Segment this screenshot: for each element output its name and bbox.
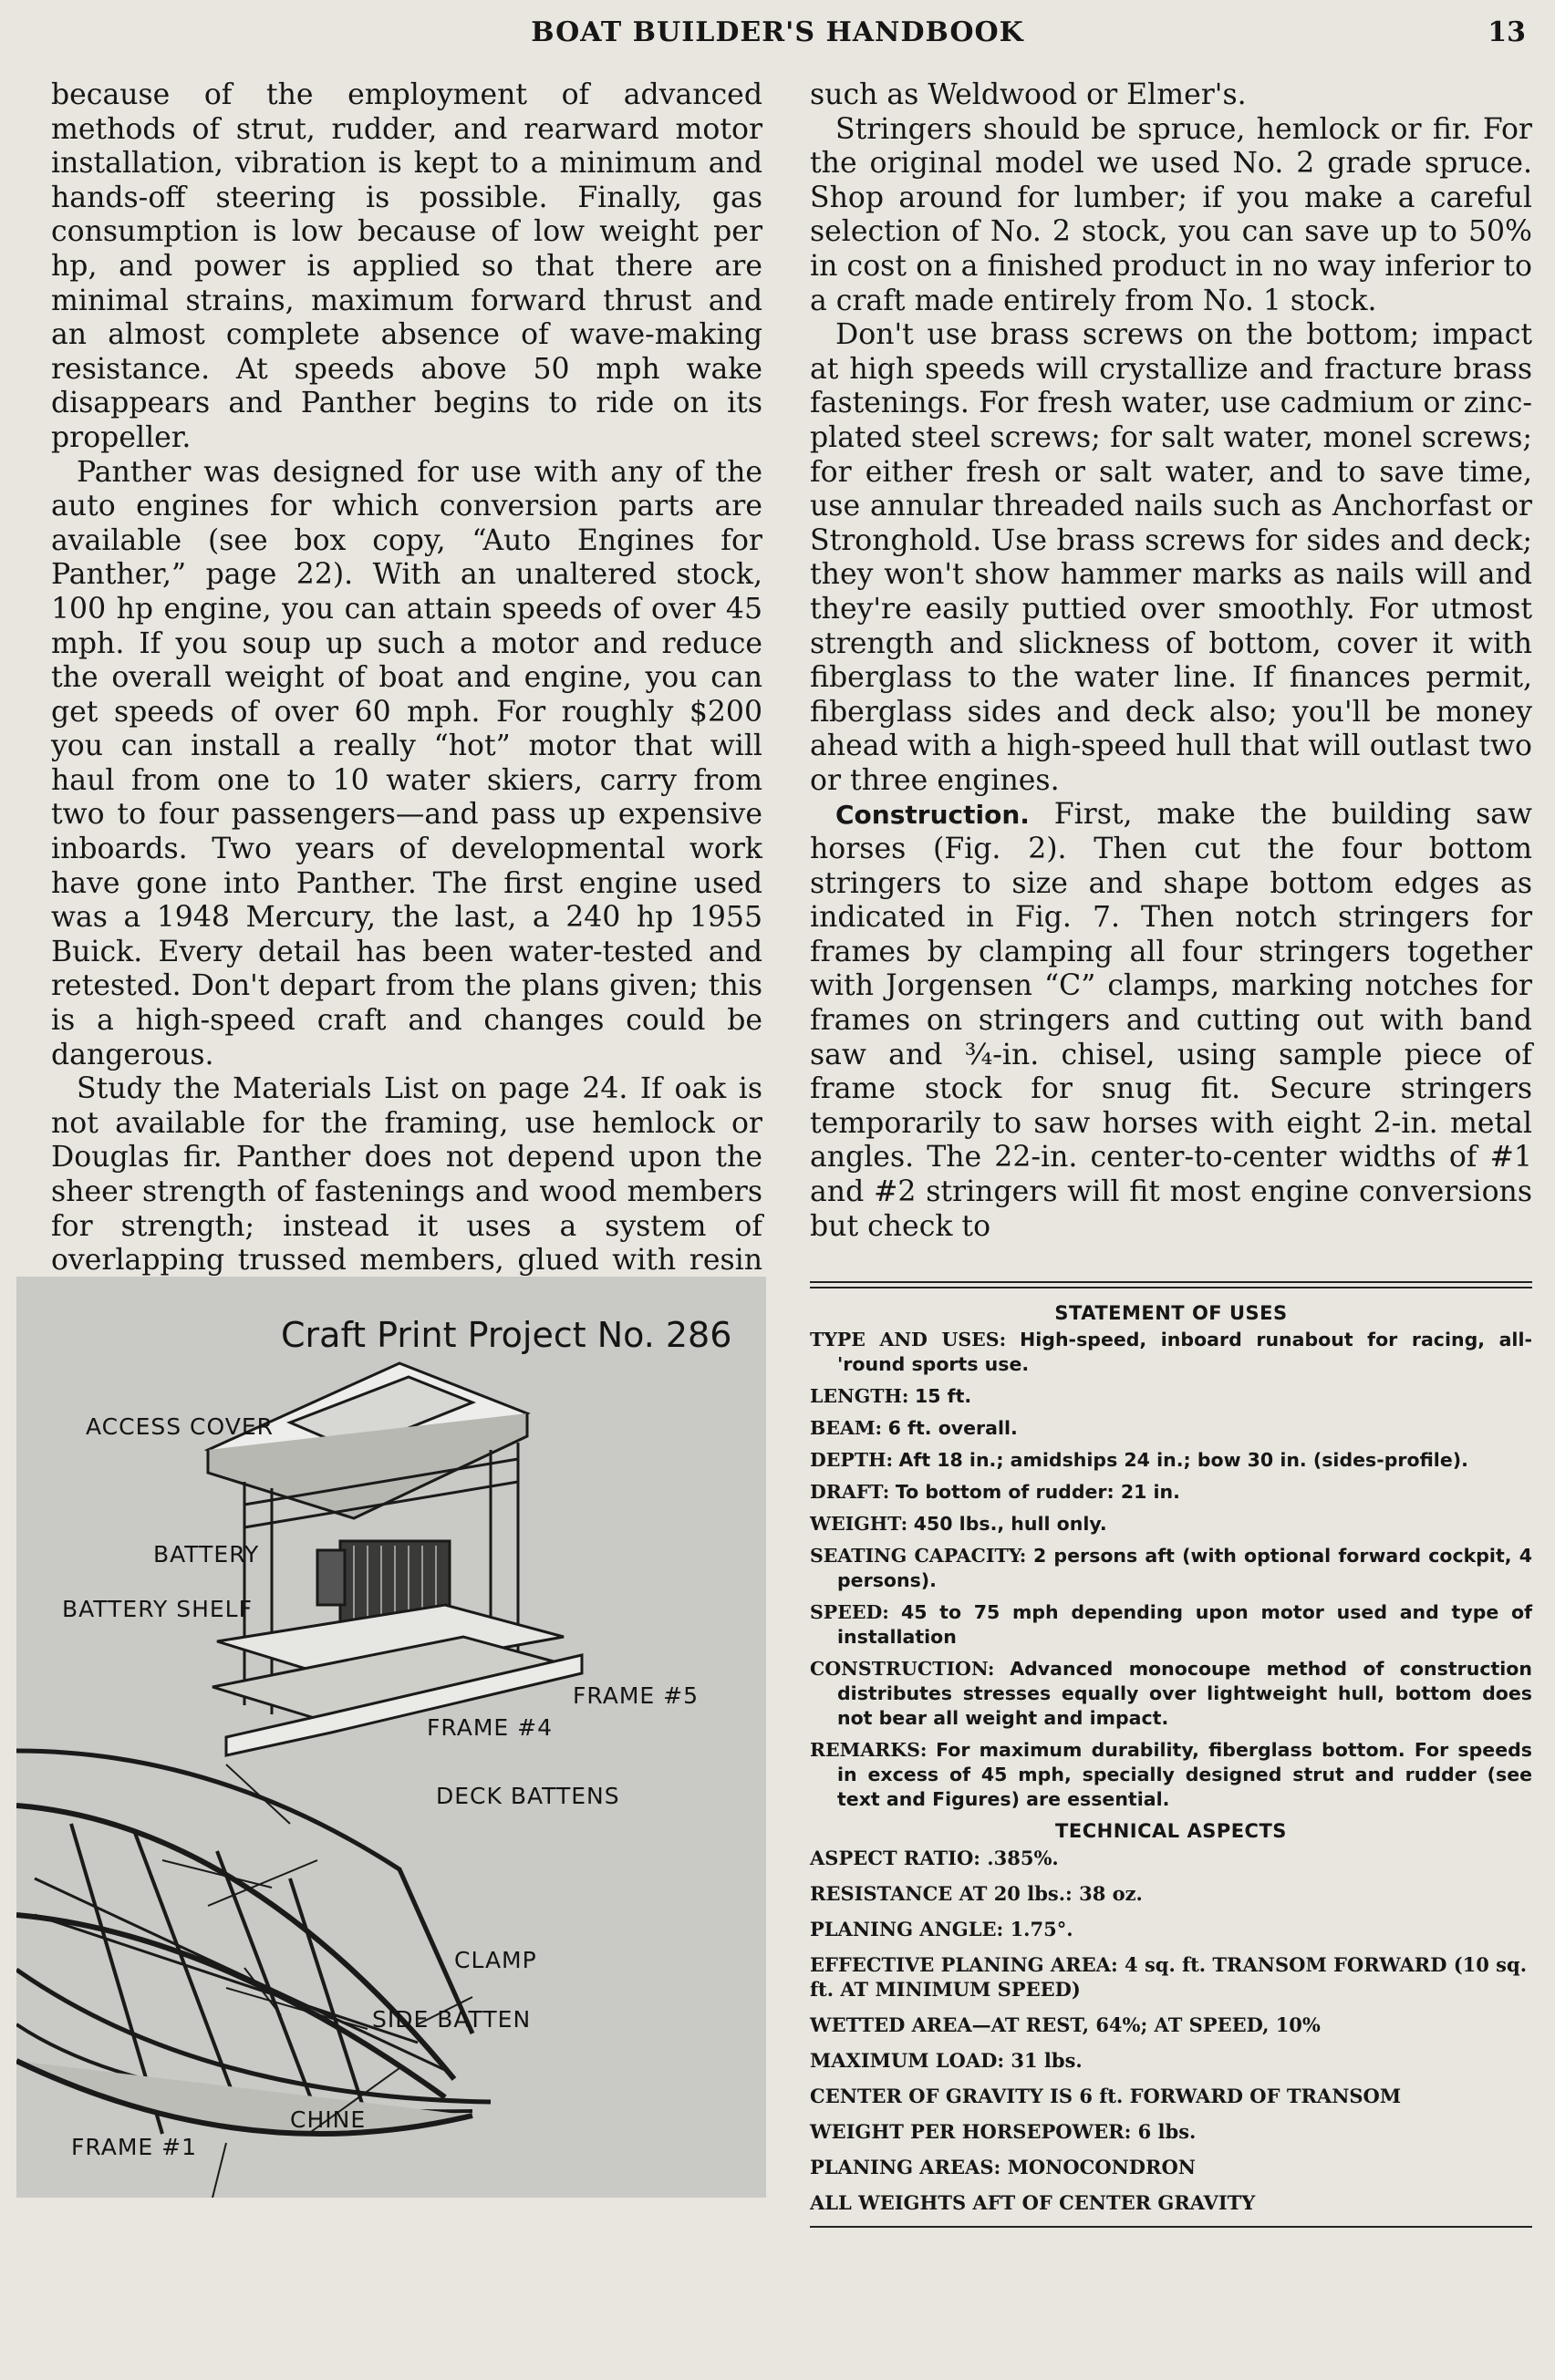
- entry-key: CONSTRUCTION:: [810, 1658, 995, 1680]
- label-deck-battens: DECK BATTENS: [436, 1783, 620, 1809]
- statement-entry: [810, 1657, 1532, 1731]
- entry-key: SEATING CAPACITY:: [810, 1545, 1027, 1567]
- label-frame-5: FRAME #5: [573, 1682, 700, 1709]
- paragraph: such as Weldwood or Elmer's.: [810, 78, 1247, 111]
- paragraph: Stringers should be spruce, hemlock or fir. For the original model we used No. 2 grade spruce. Shop around for lumber; if you make a careful selection of No. 2 stock, you can save up to 50% in cost on a finished product in no way inferior to a craft made entirely from No. 1 stock.: [810, 112, 1532, 317]
- entry-value: 450 lbs., hull only.: [913, 1513, 1107, 1535]
- technical-line: RESISTANCE AT 20 lbs.: 38 oz.: [810, 1882, 1143, 1905]
- entry-value: Aft 18 in.; amidships 24 in.; bow 30 in. (sides-profile).: [898, 1449, 1468, 1471]
- paragraph: Panther was designed for use with any of the auto engines for which conversion parts are available (see box copy, “Auto Engines for Panther,” page 22). With an unaltered stock, 100 hp engine, you can attain speeds of over 45 mph. If you soup up such a motor and reduce the overall weight of boat and engine, you can get speeds of over 60 mph. For roughly $200 you can install a really “hot” motor that will haul from one to 10 water skiers, carry from two to four passengers—and pass up expensive inboards. Two years of developmental work have gone into Panther. The first engine used was a 1948 Mercury, the last, a 240 hp 1955 Buick. Every detail has been water-tested and retested. Don't depart from the plans given; this is a high-speed craft and changes could be dangerous.: [51, 455, 762, 1071]
- technical-line: PLANING AREAS: MONOCONDRON: [810, 2156, 1196, 2178]
- technical-line: MAXIMUM LOAD: 31 lbs.: [810, 2049, 1083, 2072]
- technical-line: CENTER OF GRAVITY IS 6 ft. FORWARD OF TRANSOM: [810, 2085, 1402, 2107]
- left-text-column: [51, 78, 762, 1312]
- running-title: BOAT BUILDER'S HANDBOOK: [531, 16, 1024, 48]
- technical-line: WEIGHT PER HORSEPOWER: 6 lbs.: [810, 2120, 1197, 2143]
- statement-entry: [810, 1544, 1532, 1593]
- construction-heading: Construction.: [835, 800, 1030, 831]
- top-rule: [810, 1281, 1532, 1283]
- statement-entry: [810, 1512, 1532, 1537]
- entry-value: 15 ft.: [915, 1385, 972, 1407]
- entry-key: TYPE AND USES:: [810, 1329, 1007, 1350]
- entry-value: To bottom of rudder: 21 in.: [895, 1481, 1180, 1503]
- statement-entry: [810, 1416, 1532, 1441]
- entry-key: LENGTH:: [810, 1385, 909, 1407]
- construction-paragraph: [810, 798, 1532, 1244]
- statement-entry: [810, 1480, 1532, 1505]
- entry-value: 2 persons aft (with optional forward cockpit, 4 persons).: [837, 1545, 1532, 1591]
- label-battery-shelf: BATTERY SHELF: [62, 1596, 253, 1622]
- paragraph: because of the employment of advanced methods of strut, rudder, and rearward motor installation, vibration is kept to a minimum and hands-off steering is possible. Finally, gas consumption is low because of low weight per hp, and power is applied so that there are minimal strains, maximum forward thrust and an almost complete absence of wave-making resistance. At speeds above 50 mph wake disappears and Panther begins to ride on its propeller.: [51, 78, 762, 454]
- entry-key: REMARKS:: [810, 1739, 928, 1761]
- statement-of-uses-box: [810, 1281, 1532, 2231]
- entry-value: 6 ft. overall.: [887, 1417, 1018, 1439]
- statement-heading: STATEMENT OF USES: [1054, 1302, 1288, 1324]
- statement-entry: [810, 1738, 1532, 1812]
- entry-key: DEPTH:: [810, 1449, 894, 1471]
- label-clamp: CLAMP: [454, 1947, 537, 1973]
- label-frame-4: FRAME #4: [427, 1714, 554, 1741]
- technical-line: ASPECT RATIO: .385%.: [810, 1847, 1059, 1869]
- statement-entry: [810, 1448, 1532, 1473]
- technical-heading: TECHNICAL ASPECTS: [1055, 1820, 1287, 1842]
- entry-key: SPEED:: [810, 1601, 889, 1623]
- bottom-rule: [810, 2226, 1532, 2228]
- paragraph: Don't use brass screws on the bottom; impact at high speeds will crystallize and fracture brass fastenings. For fresh water, use cadmium or zinc-plated steel screws; for salt water, monel screws; for either fresh or salt water, and to save time, use annular threaded nails such as Anchorfast or Stronghold. Use brass screws for sides and deck; they won't show hammer marks as nails will and they're easily puttied over smoothly. For utmost strength and slickness of bottom, cover it with fiberglass to the water line. If finances permit, fiberglass sides and deck also; you'll be money ahead with a high-speed hull that will outlast two or three engines.: [810, 318, 1532, 797]
- technical-line: PLANING ANGLE: 1.75°.: [810, 1918, 1073, 1940]
- entry-value: High-speed, inboard runabout for racing, all-'round sports use.: [837, 1329, 1532, 1375]
- entry-key: DRAFT:: [810, 1481, 890, 1503]
- right-text-column: [810, 78, 1532, 1244]
- boat-illustration: [16, 1277, 766, 2198]
- page-header: [0, 16, 1555, 64]
- page-number: 13: [1488, 16, 1526, 48]
- label-chine: CHINE: [290, 2106, 367, 2133]
- top-rule-2: [810, 1287, 1532, 1288]
- entry-value: 45 to 75 mph depending upon motor used and type of installation: [837, 1601, 1532, 1648]
- label-side-batten: SIDE BATTEN: [372, 2006, 532, 2033]
- statement-entry: [810, 1328, 1532, 1377]
- statement-entry: [810, 1384, 1532, 1409]
- construction-text: First, make the building saw horses (Fig. 2). Then cut the four bottom stringers to size and shape bottom edges as indicated in Fig. 7. Then notch stringers for frames by clamping all four stringers together with Jorgensen “C” clamps, marking notches for frames on stringers and cutting out with band saw and ¾-in. chisel, using sample piece of frame stock for snug fit. Secure stringers temporarily to saw horses with eight 2-in. metal angles. The 22-in. center-to-center widths of #1 and #2 stringers will fit most engine conversions but check to: [810, 798, 1532, 1243]
- entry-key: WEIGHT:: [810, 1513, 908, 1535]
- entry-key: BEAM:: [810, 1417, 883, 1439]
- label-frame-1: FRAME #1: [71, 2134, 198, 2160]
- entry-value: Advanced monocoupe method of construction distributes stresses equally over lightweight hull, bottom does not bear all weight and impact.: [837, 1658, 1532, 1729]
- technical-line: ALL WEIGHTS AFT OF CENTER GRAVITY: [810, 2191, 1256, 2214]
- label-battery: BATTERY: [153, 1541, 260, 1568]
- paragraph: Study the Materials List on page 24. If oak is not available for the framing, use hemlock or Douglas fir. Panther does not depend upon the sheer strength of fastenings and wood members for strength; instead it uses a system of overlapping trussed members, glued with resin: [51, 1072, 762, 1278]
- entry-value: For maximum durability, fiberglass bottom. For speeds in excess of 45 mph, specially designed strut and rudder (see text and Figures) are essential.: [837, 1739, 1532, 1810]
- label-access-cover: ACCESS COVER: [86, 1413, 275, 1440]
- statement-entry: [810, 1600, 1532, 1650]
- figure-title: Craft Print Project No. 286: [281, 1315, 732, 1355]
- technical-aspects: [810, 1846, 1532, 2215]
- technical-line: WETTED AREA—AT REST, 64%; AT SPEED, 10%: [810, 2013, 1321, 2036]
- statement-entries: [810, 1328, 1532, 1812]
- technical-line: EFFECTIVE PLANING AREA: 4 sq. ft. TRANSOM FORWARD (10 sq. ft. AT MINIMUM SPEED): [810, 1953, 1528, 2001]
